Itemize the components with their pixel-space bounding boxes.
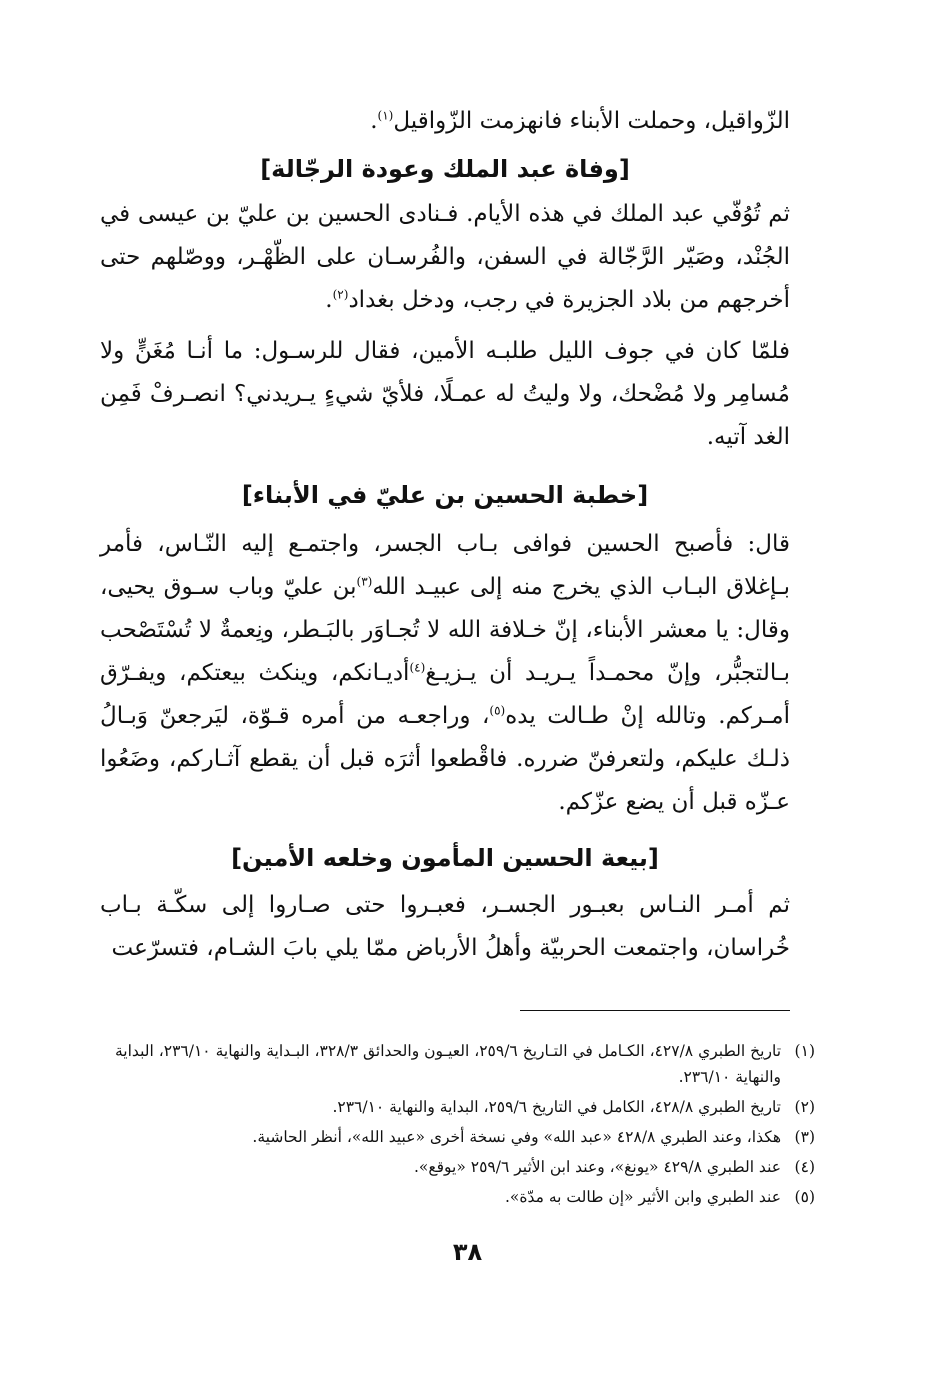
- footnote-separator: [520, 1010, 790, 1011]
- footnote-ref-5: (٥): [489, 703, 506, 718]
- footnote-number: (٢): [794, 1098, 815, 1116]
- section-heading-husayn-speech: [خطبة الحسين بن عليّ في الأبناء]: [241, 481, 649, 509]
- footnote-number: (٣): [794, 1128, 815, 1146]
- footnote-5: (٥) عند الطبري وابن الأثير «إن طالت به مدّة».: [115, 1184, 815, 1210]
- footnote-1: (١) تاريخ الطبري ٤٢٧/٨، الكـامل في التـاريخ ٢٥٩/٦، العيـون والحدائق ٣٢٨/٣، البـداية والنهاية ٢٣٦/١٠، البداية والنهاية ٢٣٦/١٠.: [115, 1038, 815, 1090]
- footnotes: [115, 1038, 815, 1214]
- footnote-4: (٤) عند الطبري ٤٢٩/٨ «يونغ»، وعند ابن الأثير ٢٥٩/٦ «يوقع».: [115, 1154, 815, 1180]
- paragraph-crossing-bridge: ثم أمـر النـاس بعبـور الجسـر، فعبـروا حتى صـاروا إلى سكّـة بـاب خُراسان، واجتمعت الحربيّة وأهلُ الأرباض ممّا يلي بابَ الشـام، فتسرّعت: [100, 892, 790, 961]
- footnote-ref-3: (٣): [356, 574, 373, 589]
- paragraph-continuation: الزّواقيل، وحملت الأبناء فانهزمت الزّواقيل$^{(١)}$.: [370, 108, 790, 134]
- paragraph-amin-summons: فلمّا كان في جوف الليل طلبـه الأمين، فقال للرسـول: ما أنـا مُغَنٍّ ولا مُسامِر ولا مُضْحك، ولا وليتُ له عمـلًا، فلأيّ شيءٍ يـريدني؟ انصـرفْ فَمِن الغد آتيه.: [100, 338, 790, 450]
- page-number: ٣٨: [452, 1238, 483, 1266]
- footnote-number: (٥): [794, 1188, 815, 1206]
- footnote-ref-4: (٤): [409, 660, 426, 675]
- footnote-number: (٤): [794, 1158, 815, 1176]
- footnote-ref-1: (١): [377, 108, 394, 123]
- paragraph-husayn-speech: قال: فأصبح الحسين فوافى بـاب الجسر، واجتمـع إليه النّـاس، فأمر بـإغلاق البـاب الذي يخرج منه إلى عبيـد الله$^{(٣)}$بن عليّ وباب سـوق يحيى، وقال: يا معشر الأبناء، إنّ خـلافة الله لا تُجـاوَر بالبَـطر، ونِعمةٌ لا تُسْتَصْحب بـالتجبُّر، وإنّ محمـداً يـريـد أن يـزيـغ$^{(٤)}$أديـانكم، وينكث بيعتكم، ويفـرّق أمـركم. وتالله إنْ طـالت يده$^{(٥)}$، وراجعـه من أمره قـوّة، ليَرجعنّ وَبـالُ ذلـك عليكم، ولتعرفنّ ضرره. فاقْطعوا أثرَه قبل أن يقطع آثـاركم، وضَعُوا عـزّه قبل أن يضع عزّكم.: [100, 531, 790, 815]
- footnote-3: (٣) هكذا، وعند الطبري ٤٢٨/٨ «عبد الله» وفي نسخة أخرى «عبيد الله»، أنظر الحاشية.: [115, 1124, 815, 1150]
- section-heading-allegiance-to-mamun: [بيعة الحسين المأمون وخلعه الأمين]: [231, 844, 659, 872]
- footnote-2: (٢) تاريخ الطبري ٤٢٨/٨، الكامل في التاريخ ٢٥٩/٦، البداية والنهاية ٢٣٦/١٠.: [115, 1094, 815, 1120]
- main-text: [100, 100, 790, 970]
- paragraph-abd-al-malik-death: ثم تُوُفّي عبد الملك في هذه الأيام. فـنادى الحسين بن عليّ بن عيسى في الجُنْد، وصَيّر الرَّجّالة في السفن، والفُرسـان على الظّهْـر، ووصّلهم حتى أخرجهم من بلاد الجزيرة في رجب، ودخل بغداد$^{(٢)}$.: [100, 201, 790, 313]
- footnote-number: (١): [794, 1042, 815, 1060]
- footnote-ref-2: (٢): [332, 287, 349, 302]
- section-heading-death-of-abd-al-malik: [وفاة عبد الملك وعودة الرجّالة]: [260, 155, 630, 183]
